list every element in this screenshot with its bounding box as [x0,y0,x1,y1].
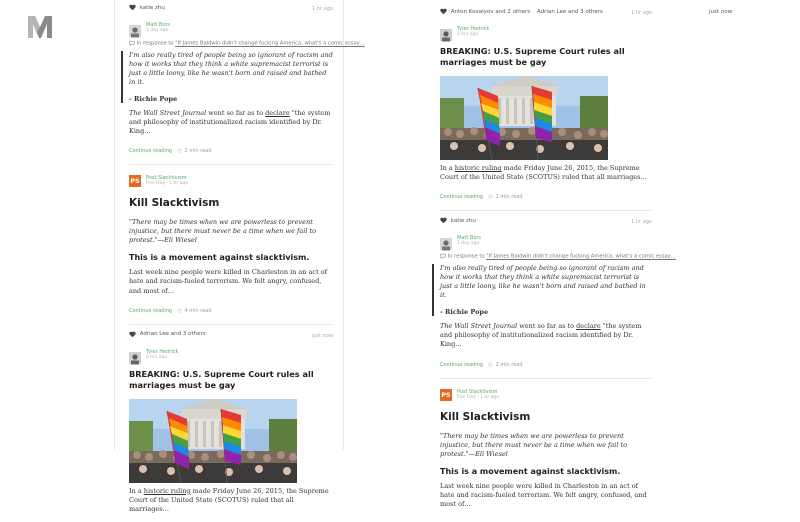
divider [129,324,333,325]
heart-icon [129,4,136,11]
response-line [129,40,365,47]
divider [129,164,333,165]
publication-name[interactable]: Post Slacktivism [146,175,187,182]
card-footer [440,358,652,372]
activity-users[interactable]: Adrian Lee and 3 others [139,331,206,338]
read-time: 4 min read [184,307,212,314]
declare-link[interactable]: declare [576,321,601,330]
post-excerpt: The Wall Street Journal went so far as to declare "the system and philosophy of institutionalized racism identified by Dr. King… [440,321,642,349]
speech-bubble-icon [440,253,446,259]
card-footer [129,144,333,158]
right-feed-column [440,0,676,517]
author-name[interactable]: Tyler Hedrick [457,26,490,32]
author-name[interactable]: Matt Bors [146,22,171,28]
continue-reading-link[interactable]: Continue reading [440,194,484,201]
continue-reading-link[interactable]: Continue reading [129,148,173,155]
activity-time: 1 hr ago [631,219,652,226]
response-line [440,253,676,260]
avatar[interactable] [129,22,141,34]
clock-icon: ◷ [177,307,182,314]
post-title[interactable]: Kill Slacktivism [129,197,220,210]
post-title[interactable]: BREAKING: U.S. Supreme Court rules all marriages must be gay [440,46,625,67]
activity-user[interactable]: katie zhu [450,217,476,224]
post-card-scotus [129,331,333,515]
quote-block [432,264,652,316]
activity-header-time: just now [709,9,733,15]
publication-name[interactable]: Post Slacktivism [457,388,498,395]
post-excerpt: Last week nine people were killed in Charleston in an act of hate and racism-fueled terrorism. We felt angry, confused, and most of… [129,268,328,295]
quote-signature: - Richie Pope [129,94,178,103]
post-date: Fire Frey · 1 hr ago [457,394,499,400]
clock-icon: ◷ [488,194,493,201]
medium-logo[interactable] [26,14,54,40]
response-link[interactable]: "If James Baldwin didn't change fucking America, what's a comic essay… [486,253,676,260]
post-photo[interactable] [129,399,297,483]
response-link[interactable]: "If James Baldwin didn't change fucking America, what's a comic essay… [175,40,365,47]
author-row [129,345,333,365]
clock-icon: ◷ [488,361,493,368]
post-date: 2 hrs ago [457,32,479,37]
speech-bubble-icon [129,40,135,46]
activity-line [129,4,333,18]
card-footer [440,190,652,204]
card-footer [129,304,333,318]
epigraph: "There may be times when we are powerless to prevent injustice, but there must never be a time when we fail to protest."—Eli Wiesel [129,218,317,245]
heart-icon [440,8,447,15]
avatar[interactable] [440,26,452,38]
post-title[interactable]: BREAKING: U.S. Supreme Court rules all marriages must be gay [129,368,314,390]
divider [440,378,652,379]
read-time: 2 min read [495,361,523,368]
quote-signature: - Richie Pope [440,307,489,316]
left-feed-column [114,0,365,514]
author-row [129,18,333,38]
publication-logo[interactable]: PS [130,177,140,186]
read-time: 1 min read [495,194,523,201]
post-card-slacktivism [440,385,652,510]
activity-time: just now [311,332,333,339]
author-row [129,171,333,191]
activity-users[interactable]: Anton Kovalyov and 2 others [450,8,531,15]
author-row [440,22,652,42]
historic-ruling-link[interactable]: historic ruling [143,486,191,495]
historic-ruling-link[interactable]: historic ruling [454,164,502,172]
epigraph: "There may be times when we are powerless to prevent injustice, but there must never be a time when we fail to protest."—Eli Wiesel [440,431,628,458]
activity-time: 1 hr ago [312,6,333,12]
clock-icon: ◷ [177,148,182,155]
post-excerpt: The Wall Street Journal went so far as to declare "the system and philosophy of institutionalized racism identified by Dr. King… [129,108,331,135]
post-subtitle: This is a movement against slacktivism. [129,253,310,263]
quote-text: I'm also really tired of people being so ignorant of racism and how it works that they think a white supremacist terrorist is just a little loony, like he wasn't born and raised and bathed in it. [440,263,646,299]
avatar[interactable] [440,235,452,247]
activity-time: 1 hr ago [631,10,652,16]
author-name[interactable]: Matt Bors [457,235,482,242]
post-card-scotus [440,8,652,204]
post-card-slacktivism [129,171,333,318]
heart-icon [129,331,136,338]
activity-line [440,8,652,22]
publication-logo[interactable]: PS [441,390,451,399]
post-date: 2 hrs ago [146,354,168,360]
continue-reading-link[interactable]: Continue reading [129,307,173,314]
post-photo[interactable] [440,76,608,160]
post-excerpt: In a historic ruling made Friday June 26, 2015, the Supreme Court of the United State (SCOTUS) ruled that all marriages… [129,486,329,514]
quote-text: I'm also really tired of people being so ignorant of racism and how it works that they think a white supremacist terrorist is just a little loony, like he wasn't born and raised and bathed in it. [129,50,333,86]
continue-reading-link[interactable]: Continue reading [440,361,484,368]
author-row [440,231,652,251]
post-card-response [129,4,365,158]
post-date: 1 day ago [457,241,480,247]
activity-header-mid[interactable]: Adrian Lee and 3 others [537,9,603,15]
declare-link[interactable]: declare [265,108,290,117]
post-excerpt: Last week nine people were killed in Charleston in an act of hate and racism-fueled terrorism. We felt angry, confused, and most of… [440,481,647,508]
avatar[interactable] [129,349,141,361]
response-prefix: In response to [447,253,485,260]
post-date: Fire Frey · 1 hr ago [146,181,188,187]
read-time: 2 min read [184,148,212,155]
post-date: 1 day ago [146,28,169,33]
divider [440,210,652,211]
post-subtitle: This is a movement against slacktivism. [440,466,621,476]
post-title[interactable]: Kill Slacktivism [440,410,531,423]
heart-icon [440,217,447,224]
quote-block [121,51,333,103]
post-excerpt: In a historic ruling made Friday June 26, 2015, the Supreme Court of the United State (SCOTUS) ruled that all marriages… [440,164,647,182]
activity-line [440,217,652,231]
post-card-response [440,217,676,371]
activity-line [129,331,333,345]
author-name[interactable]: Tyler Hedrick [146,348,179,355]
activity-user[interactable]: katie zhu [139,4,165,11]
response-prefix: In response to [136,40,174,47]
author-row [440,385,652,405]
